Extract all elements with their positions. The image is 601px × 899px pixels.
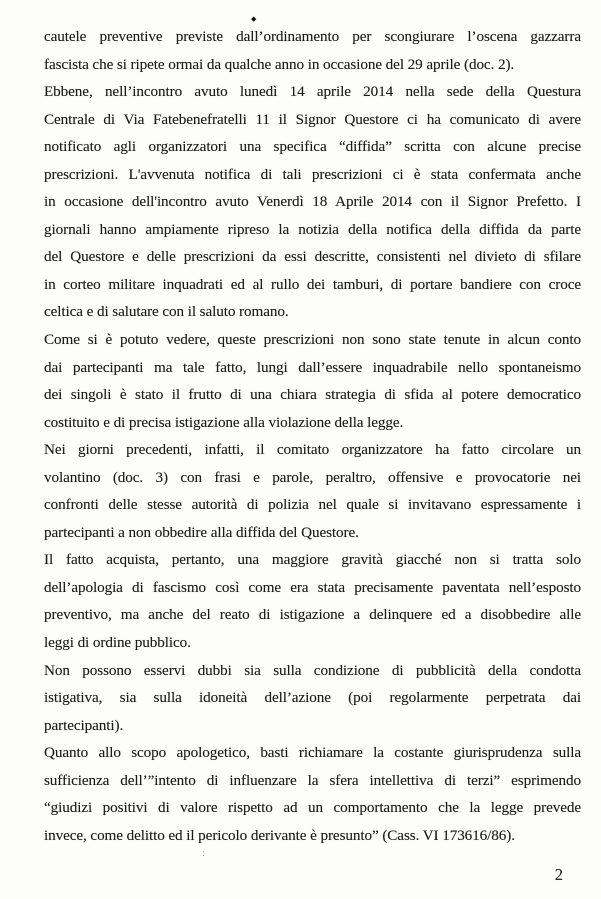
text-line: Ebbene, nell’incontro avuto lunedì 14 aprile 2014 nella sede della Questura: [44, 83, 581, 101]
text-line: leggi di ordine pubblico.: [44, 634, 191, 652]
paragraph: [44, 739, 581, 849]
text-line: celtica e di salutare con il saluto romano.: [44, 303, 289, 321]
text-line: volantino (doc. 3) con frasi e parole, peraltro, offensive e provocatorie nei: [44, 468, 581, 486]
paragraph: [44, 436, 581, 546]
scan-artifact-diamond-icon: ◆: [251, 15, 257, 23]
paragraph: [44, 23, 581, 78]
text-line: dai partecipanti ma tale fatto, lungi dall’essere inquadrabile nello spontaneismo: [44, 358, 581, 376]
text-line: in corteo militare inquadrati ed al rullo dei tamburi, di portare bandiere con croce: [44, 275, 581, 293]
text-line: in occasione dell'incontro avuto Venerdì 18 Aprile 2014 con il Signor Prefetto. I: [44, 193, 581, 211]
text-line: giornali hanno ampiamente ripreso la notizia della notifica della diffida da parte: [44, 220, 581, 238]
page-number: 2: [554, 865, 563, 884]
text-line: preventivo, ma anche del reato di istigazione a delinquere ed a disobbedire alle: [44, 606, 581, 624]
text-line: del Questore e delle prescrizioni da essi descritte, consistenti nel divieto di sfilare: [44, 248, 581, 266]
text-line: dell’apologia di fascismo così come era stata precisamente paventata nell’esposto: [44, 578, 581, 596]
text-line: prescrizioni. L'avvenuta notifica di tali prescrizioni ci è stata confermata anche: [44, 165, 581, 183]
text-line: cautele preventive previste dall’ordinamento per scongiurare l’oscena gazzarra: [44, 28, 581, 45]
text-line: Il fatto acquista, pertanto, una maggiore gravità giacché non si tratta solo: [44, 551, 581, 569]
paragraph: [44, 657, 581, 740]
text-line: notificato agli organizzatori una specifica “diffida” scritta con alcune precise: [44, 138, 581, 156]
text-line: Quanto allo scopo apologetico, basti richiamare la costante giurisprudenza sulla: [44, 744, 581, 762]
document-body-text: [44, 23, 581, 849]
text-line: confronti delle stesse autorità di polizia nel quale si invitavano espressamente i: [44, 496, 581, 514]
text-line: Centrale di Via Fatebenefratelli 11 il Signor Questore ci ha comunicato di avere: [44, 110, 581, 128]
text-line: “giudizi positivi di valore rispetto ad un comportamento che la legge prevede: [44, 799, 581, 817]
text-line: Non possono esservi dubbi sia sulla condizione di pubblicità della condotta: [44, 661, 581, 679]
text-line: invece, come delitto ed il pericolo derivante è presunto” (Cass. VI 173616/86).: [44, 826, 515, 844]
paragraph: [44, 326, 581, 436]
text-line: istigativa, sia sulla idoneità dell’azione (poi regolarmente perpetrata dai: [44, 689, 581, 707]
text-line: Nei giorni precedenti, infatti, il comitato organizzatore ha fatto circolare un: [44, 441, 581, 459]
text-line: partecipanti).: [44, 716, 124, 734]
text-line: partecipanti a non obbedire alla diffida del Questore.: [44, 523, 359, 541]
text-line: fascista che si ripete ormai da qualche anno in occasione del 29 aprile (doc. 2).: [44, 55, 515, 73]
paragraph: [44, 78, 581, 326]
paragraph: [44, 546, 581, 656]
text-line: dei singoli è stato il frutto di una chiara strategia di sfida al potere democratico: [44, 386, 581, 404]
text-line: costituito e di precisa istigazione alla violazione della legge.: [44, 413, 404, 431]
text-line: sufficienza dell’”intento di influenzare la sfera intellettiva di terzi” esprimendo: [44, 771, 581, 789]
scan-artifact-speck: :: [202, 847, 206, 859]
text-line: Come si è potuto vedere, queste prescrizioni non sono state tenute in alcun conto: [44, 331, 581, 349]
